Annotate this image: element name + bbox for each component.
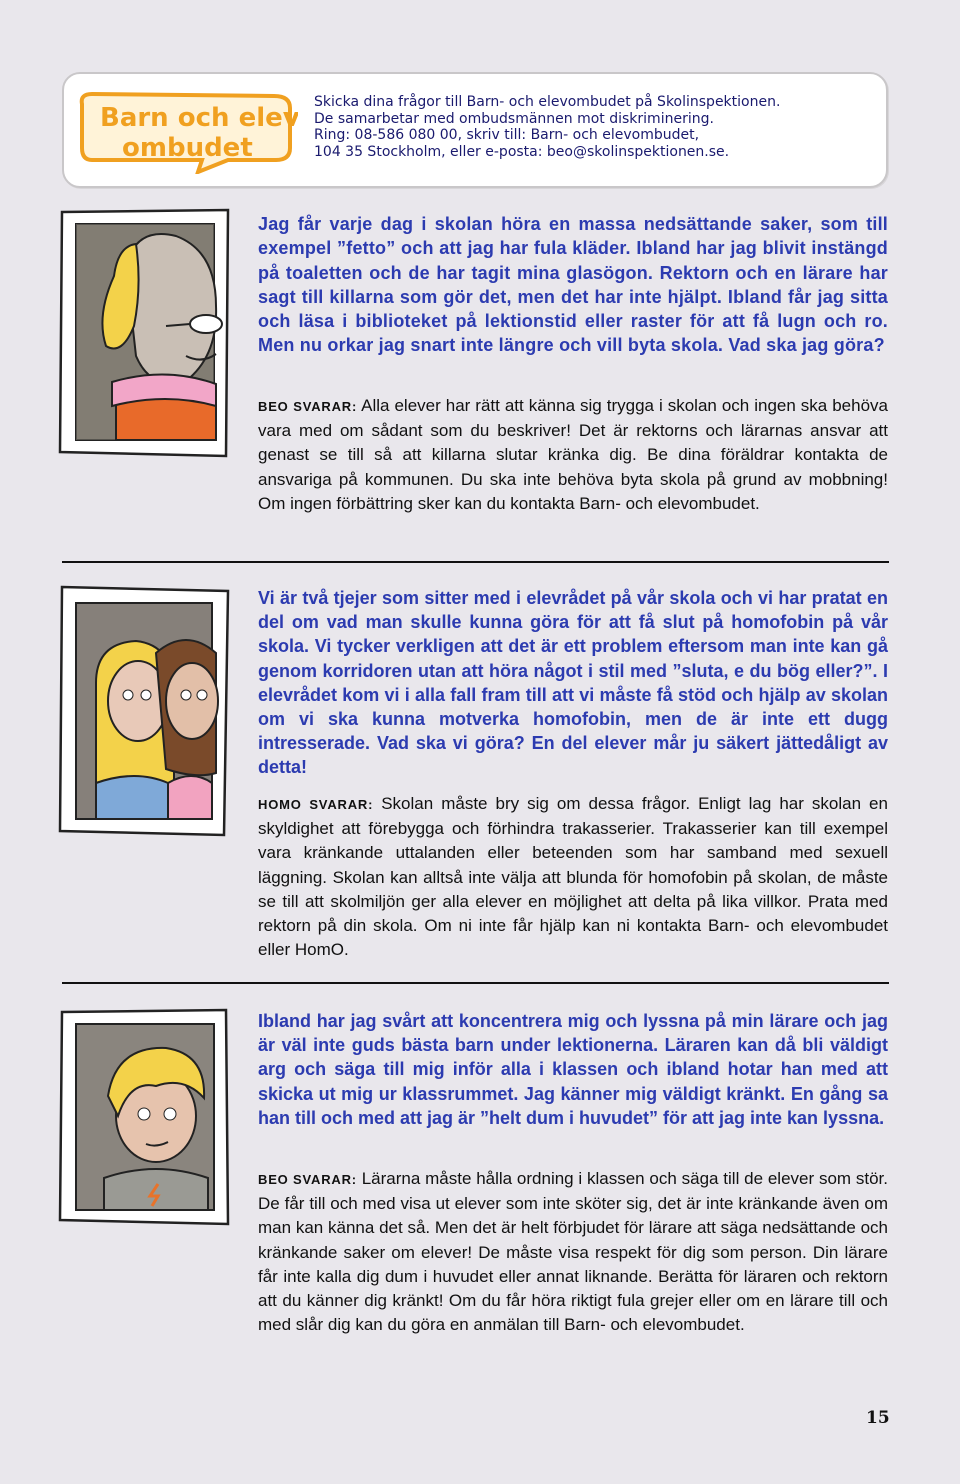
question-1: Jag får varje dag i skolan höra en massa nedsättande saker, som till exempel ”fetto” och att jag har fula kläder. Ibland har jag blivit instängd på toaletten och de har tagit mina glasögon. Rektorn och en lärare har sagt till killarna som gör det, men det har inte hjälpt. Ibland får jag sitta och läsa i biblioteket på lektionstid eller raster för att få lugn och ro. Men nu orkar jag snart inte längre och vill byta skola. Vad ska jag göra?	[258, 214, 888, 356]
contact-info-box	[62, 72, 888, 188]
info-line: 104 35 Stockholm, eller e-posta: beo@skolinspektionen.se.	[314, 143, 730, 160]
answer-lead: BEO SVARAR:	[258, 399, 358, 414]
illustration-boy-glasses	[56, 206, 232, 460]
answer-lead: BEO SVARAR:	[258, 1172, 357, 1187]
answer-text: Skolan måste bry sig om dessa frågor. Enligt lag har skolan en skyldighet att förebygga och förhindra trakasserier. Trakasserier kan till exempel vara kränkande uttalanden eller beteenden som har samband med sexuell läggning. Skolan kan alltså inte välja att blunda för homofobin på skolan, de måste se till att skolmiljön ger alla elever en möjlighet att delta på lika villkor. Prata med rektorn på din skola. Om ni inte får hjälp kan ni kontakta Barn- och elevombudet eller HomO.	[258, 794, 888, 960]
illustration-boy-blond	[56, 1006, 232, 1228]
svg-text:ombudet: ombudet	[122, 133, 253, 163]
section-divider	[62, 982, 889, 984]
page-number: 15	[866, 1408, 890, 1428]
answer-text: Lärarna måste hålla ordning i klassen och säga till de elever som stör. De får till och med visa ut elever som inte sköter sig, det är inte kränkande även om man kan känna det så. Men det är helt förbjudet för lärare att säga nedsättande och kränkande saker om elever! De måste visa respekt för dig som person. Din lärare får inte kalla dig dum i huvudet eller annat liknande. Berätta för läraren och rektorn att du känner dig kränkt! Om du får höra riktigt fula grejer eller om en lärare till och med slår dig kan du göra en anmälan till Barn- och elevombudet.	[258, 1169, 888, 1335]
question-2: Vi är två tjejer som sitter med i elevrådet på vår skola och vi har pratat en del om vad man skulle kunna göra för att få slut på homofobin på vår skola. Vi tycker verkligen att det är ett problem eftersom man inte kan gå genom korridoren utan att höra något i stil med ”sluta, e du bög eller?”. I elevrådet kom vi i alla fall fram till att vi måste få stöd och hjälp av skolan om vi ska kunna motverka homofobin, men de är inte ett dugg intresserade. Vad ska vi göra? En del elever mår ju säkert jättedåligt av detta!	[258, 588, 888, 778]
svg-text:Barn och elev: Barn och elev	[100, 103, 298, 133]
answer-lead: HOMO SVARAR:	[258, 797, 374, 812]
info-line: Ring: 08-586 080 00, skriv till: Barn- och elevombudet,	[314, 127, 700, 143]
illustration-two-girls	[56, 583, 232, 839]
answer-text: Alla elever har rätt att känna sig trygga i skolan och ingen ska behöva vara med om sådant som du beskriver! Det är rektorns och lärarnas ansvar att genast se till så att killarna slutar kränka dig. Be dina föräldrar kontakta de ansvariga på kommunen. Du ska inte behöva byta skola på grund av mobbning! Om ingen förbättring sker kan du kontakta Barn- och elevombudet.	[258, 396, 889, 513]
contact-info-text	[314, 94, 874, 160]
answer-2	[258, 792, 888, 962]
barn-och-elevombudet-logo	[78, 90, 298, 174]
answer-1	[258, 394, 888, 516]
answer-3	[258, 1167, 888, 1337]
info-line: De samarbetar med ombudsmännen mot diskriminering.	[314, 110, 714, 127]
section-divider	[62, 561, 889, 563]
info-line: Skicka dina frågor till Barn- och elevombudet på Skolinspektionen.	[314, 94, 781, 110]
question-3: Ibland har jag svårt att koncentrera mig och lyssna på min lärare och jag är väl inte guds bästa barn under lektionerna. Läraren kan då bli väldigt arg och säga till mig inför alla i klassen och ibland hotar han med att skicka ut mig ur klassrummet. Jag känner mig väldigt kränkt. En gång sa han till och med att jag är ”helt dum i huvudet” för att jag inte kan lyssna.	[258, 1011, 888, 1128]
